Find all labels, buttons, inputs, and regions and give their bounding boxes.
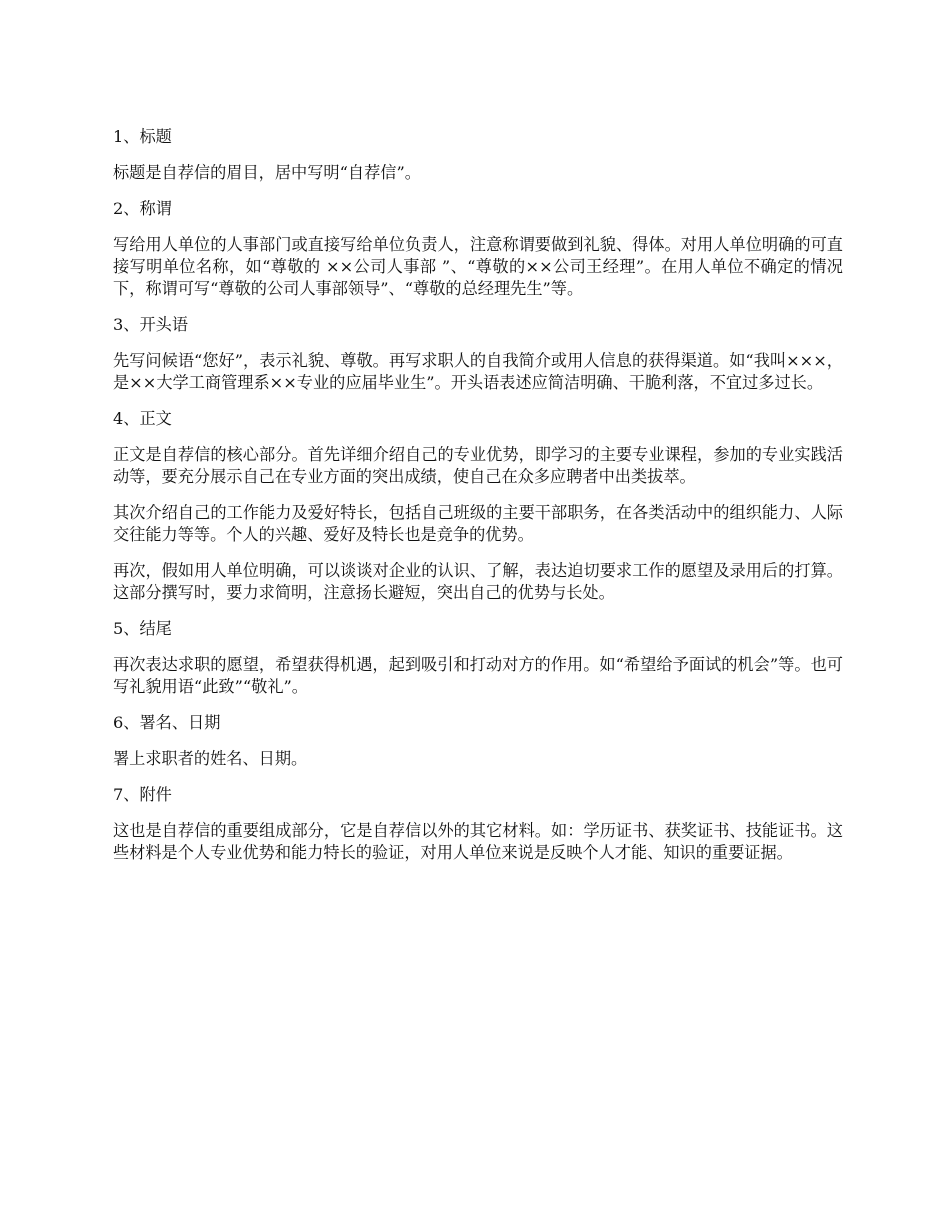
section-paragraph: 标题是自荐信的眉目，居中写明“自荐信”。 [113, 163, 421, 182]
section-paragraph: 再次表达求职的愿望，希望获得机遇，起到吸引和打动对方的作用。如“希望给予面试的机会”等。也可写礼貌用语“此致”“敬礼”。 [113, 655, 843, 696]
section-heading-signature-date: 6、署名、日期 [113, 713, 221, 732]
section-paragraph: 写给用人单位的人事部门或直接写给单位负责人，注意称谓要做到礼貌、得体。对用人单位明确的可直接写明单位名称，如“尊敬的 ××公司人事部 ”、“尊敬的××公司王经理”。在用人单位不确定的情况下，称谓可写“尊敬的公司人事部领导”、“尊敬的总经理先生”等。 [113, 235, 843, 298]
document-body [113, 126, 843, 878]
section-paragraph: 这也是自荐信的重要组成部分，它是自荐信以外的其它材料。如：学历证书、获奖证书、技能证书。这些材料是个人专业优势和能力特长的验证，对用人单位来说是反映个人才能、知识的重要证据。 [113, 821, 843, 862]
section-paragraph: 先写问候语“您好”，表示礼貌、尊敬。再写求职人的自我简介或用人信息的获得渠道。如“我叫×××，是××大学工商管理系××专业的应届毕业生”。开头语表述应简洁明确、干脆利落，不宜过多过长。 [113, 351, 843, 392]
section-heading-opening: 3、开头语 [113, 315, 189, 334]
section-heading-title: 1、标题 [113, 127, 172, 146]
section-paragraph: 再次，假如用人单位明确，可以谈谈对企业的认识、了解，表达迫切要求工作的愿望及录用后的打算。这部分撰写时，要力求简明，注意扬长避短，突出自己的优势与长处。 [113, 561, 843, 602]
section-heading-attachments: 7、附件 [113, 785, 172, 804]
section-heading-salutation: 2、称谓 [113, 199, 172, 218]
section-paragraph: 署上求职者的姓名、日期。 [113, 749, 308, 768]
section-paragraph: 正文是自荐信的核心部分。首先详细介绍自己的专业优势，即学习的主要专业课程，参加的专业实践活动等，要充分展示自己在专业方面的突出成绩，使自己在众多应聘者中出类拔萃。 [113, 445, 843, 486]
section-paragraph: 其次介绍自己的工作能力及爱好特长，包括自己班级的主要干部职务，在各类活动中的组织能力、人际交往能力等等。个人的兴趣、爱好及特长也是竞争的优势。 [113, 503, 843, 544]
section-heading-closing: 5、结尾 [113, 619, 172, 638]
section-heading-body: 4、正文 [113, 409, 172, 428]
